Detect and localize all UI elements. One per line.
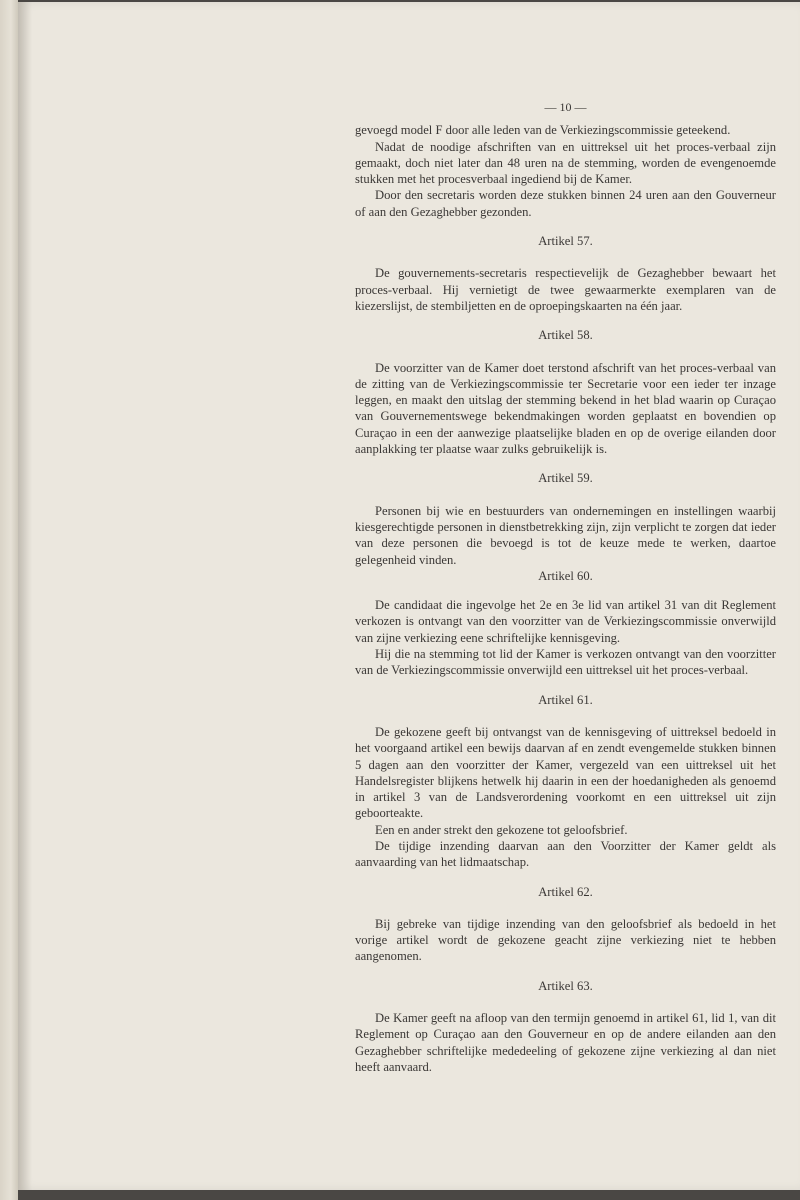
paragraph: Nadat de noodige afschriften van en uittreksel uit het proces-verbaal zijn gemaakt, doch niet later dan 48 uren na de stemming, worden de evengenoemde stukken met het procesverbaal ingediend bij de Kamer. [355, 139, 776, 187]
paragraph: Personen bij wie en bestuurders van ondernemingen en instellingen waarbij kiesgerechtigde personen in dienstbetrekking zijn, zijn verplicht te zorgen dat ieder van deze personen die bevoegd is tot de keuze mede te werken, daartoe gelegenheid vinden. [355, 503, 776, 567]
paragraph: Bij gebreke van tijdige inzending van den geloofsbrief als bedoeld in het vorige artikel wordt de gekozene geacht zijne verkiezing niet te hebben aangenomen. [355, 916, 776, 964]
binding-shadow [18, 2, 32, 1190]
page-text [355, 99, 776, 1075]
article-heading: Artikel 63. [538, 978, 593, 993]
page-number: — 10 — [544, 100, 587, 114]
article-heading: Artikel 62. [538, 884, 593, 899]
paragraph: De gekozene geeft bij ontvangst van de kennisgeving of uittreksel bedoeld in het voorgaand artikel een bewijs daarvan af en zendt evengemelde stukken binnen 5 dagen aan den voorzitter der Kamer, vergezeld van een uittreksel uit het Handelsregister blijkens hetwelk hij daarin in een der hoedanigheden als genoemd in artikel 3 van de Landsverordening voorkomt en een uittreksel uit zijn geboorteakte. [355, 724, 776, 821]
paragraph: De voorzitter van de Kamer doet terstond afschrift van het proces-verbaal van de zitting van de Verkiezingscommissie ter Secretarie voor een ieder ter inzage leggen, en maakt den uitslag der stemming bekend in het blad waarin op Curaçao van Gouvernementswege bekendmakingen worden geplaatst en bovendien op Curaçao in een der aanwezige plaatselijke bladen en op de overige eilanden door aanplakking ter plaatse waar zulks gebruikelijk is. [355, 360, 776, 457]
article-heading: Artikel 61. [538, 692, 593, 707]
previous-page-edge [0, 0, 18, 1200]
article-heading: Artikel 57. [538, 234, 593, 249]
article-heading: Artikel 58. [538, 328, 593, 343]
paragraph: Een en ander strekt den gekozene tot geloofsbrief. [375, 822, 628, 837]
document-page [18, 2, 800, 1190]
paragraph: gevoegd model F door alle leden van de Verkiezingscommissie geteekend. [355, 123, 731, 138]
paragraph: De Kamer geeft na afloop van den termijn genoemd in artikel 61, lid 1, van dit Reglement op Curaçao aan den Gouverneur en op de andere eilanden aan den Gezaghebber schriftelijke mededeeling of gekozene zijne verkiezing al dan niet heeft aanvaard. [355, 1011, 776, 1074]
article-heading: Artikel 60. [538, 568, 593, 583]
paragraph: De gouvernements-secretaris respectievelijk de Gezaghebber bewaart het proces-verbaal. Hij vernietigt de twee gewaarmerkte exemplaren van de kiezerslijst, de stembiljetten en de oproepingskaarten na één jaar. [355, 266, 776, 313]
paragraph: Hij die na stemming tot lid der Kamer is verkozen ontvangt van den voorzitter van de Verkiezingscommissie onverwijld een uittreksel uit het proces-verbaal. [355, 647, 776, 678]
article-heading: Artikel 59. [538, 471, 593, 486]
paragraph: De candidaat die ingevolge het 2e en 3e lid van artikel 31 van dit Reglement verkozen is ontvangt van den voorzitter van de Verkiezingscommissie onverwijld van zijne verkiezing eene schriftelijke kennisgeving. [355, 598, 776, 645]
paragraph: De tijdige inzending daarvan aan den Voorzitter der Kamer geldt als aanvaarding van het lidmaatschap. [355, 838, 776, 870]
paragraph: Door den secretaris worden deze stukken binnen 24 uren aan den Gouverneur of aan den Gezaghebber gezonden. [355, 188, 776, 219]
